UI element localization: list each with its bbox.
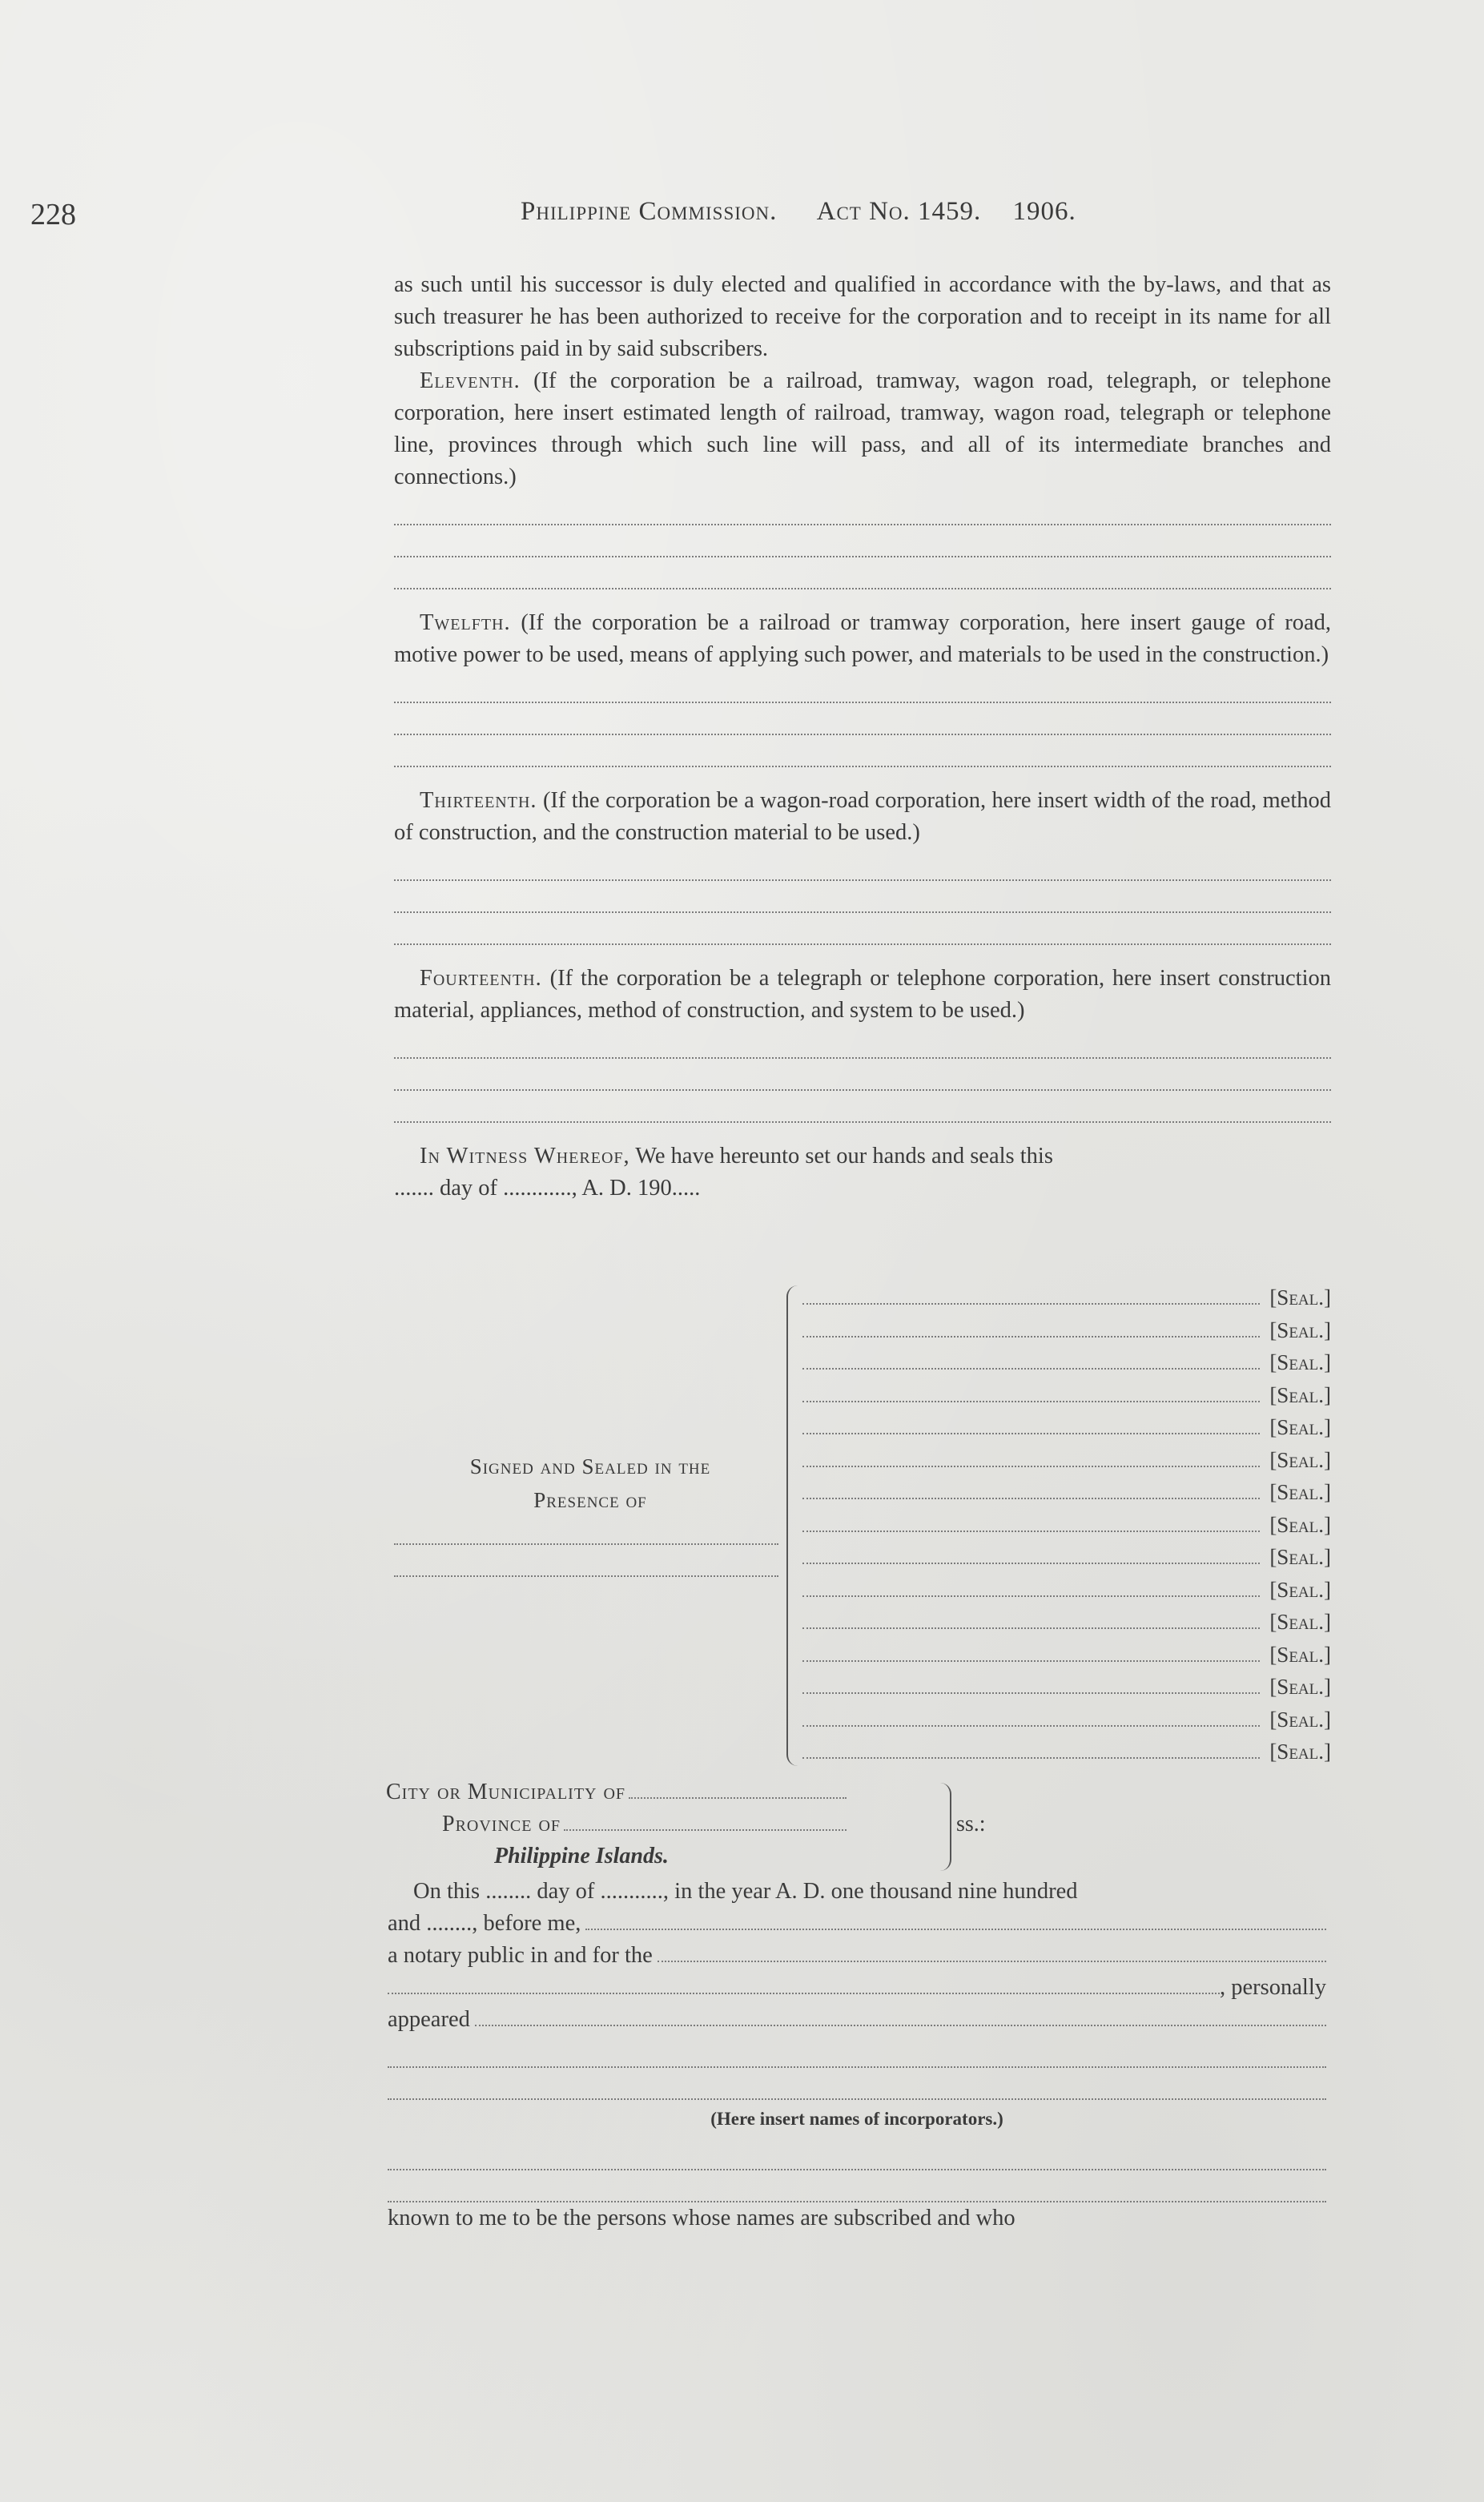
body-column — [394, 269, 1331, 1205]
seal-line — [802, 1448, 1331, 1481]
seal-label: [Seal.] — [1269, 1415, 1331, 1439]
seal-line — [802, 1513, 1331, 1546]
notary-line3-text: a notary public in and for the — [388, 1943, 653, 1968]
paragraph-treasurer: as such until his successor is duly elected and qualified in accordance with the by-laws, and that as such treasurer he has been authorized to receive for the corporation and to receipt in its name for all subscriptions paid in by said subscribers. — [394, 272, 1331, 361]
header-year: 1906. — [1012, 197, 1076, 226]
paragraph-twelfth — [394, 607, 1331, 671]
blank-line — [394, 1027, 1331, 1059]
blank-line — [394, 735, 1331, 767]
seal-line — [802, 1545, 1331, 1578]
blank-line — [394, 493, 1331, 525]
blank-line — [388, 2068, 1326, 2100]
twelfth-heading: Twelfth. — [420, 610, 511, 635]
seal-line — [802, 1578, 1331, 1611]
seal-label: [Seal.] — [1269, 1317, 1331, 1342]
seal-label: [Seal.] — [1269, 1382, 1331, 1407]
seal-label: [Seal.] — [1269, 1577, 1331, 1602]
paragraph-eleventh — [394, 365, 1331, 493]
seal-label: [Seal.] — [1269, 1740, 1331, 1764]
paragraph-thirteenth — [394, 785, 1331, 849]
paragraph-witness — [394, 1140, 1331, 1173]
seal-line — [802, 1383, 1331, 1416]
witness-signature-line — [394, 1543, 778, 1545]
page-number: 228 — [30, 198, 76, 231]
blank-line — [394, 913, 1331, 945]
witness-label-line2: Presence of — [533, 1488, 647, 1512]
witness-label-line1: Signed and Sealed in the — [469, 1454, 711, 1478]
running-header — [521, 197, 1076, 227]
seal-line — [802, 1415, 1331, 1448]
seal-label: [Seal.] — [1269, 1285, 1331, 1309]
witness-date-line — [394, 1173, 1331, 1205]
witness-heading: In Witness Whereof, — [420, 1144, 630, 1169]
paragraph-fourteenth — [394, 963, 1331, 1027]
blank-line — [394, 1091, 1331, 1123]
notary-line2-text: and ........, before me, — [388, 1911, 581, 1936]
seal-line — [802, 1708, 1331, 1740]
notary-line5 — [388, 2004, 1326, 2036]
venue-province-label: Province of — [442, 1812, 561, 1836]
fourteenth-heading: Fourteenth. — [420, 966, 542, 991]
witness-day: ....... day of — [394, 1176, 498, 1201]
seal-label: [Seal.] — [1269, 1707, 1331, 1732]
venue-block — [386, 1776, 986, 1872]
eleventh-heading: Eleventh. — [420, 368, 521, 393]
notary-appeared: appeared — [388, 2007, 470, 2032]
thirteenth-text: (If the corporation be a wagon-road corporation, here insert width of the road, method of construction, and the construction material to be used.) — [394, 788, 1332, 845]
fourteenth-text: (If the corporation be a telegraph or telephone corporation, here insert construction material, appliances, method of construction, and system to be used.) — [394, 966, 1332, 1023]
seal-label: [Seal.] — [1269, 1512, 1331, 1537]
signature-brace — [786, 1285, 802, 1766]
blank-line — [394, 525, 1331, 557]
blank-line — [388, 2036, 1326, 2068]
witness-label — [410, 1450, 770, 1517]
blank-line — [388, 2170, 1326, 2202]
witness-signature-line — [394, 1575, 778, 1577]
seal-label: [Seal.] — [1269, 1675, 1331, 1699]
notary-line3 — [388, 1940, 1326, 1972]
twelfth-text: (If the corporation be a railroad or tramway corporation, here insert gauge of road, motive power to be used, means of applying such power, and materials to be used in the construction.) — [394, 610, 1332, 667]
eleventh-text: (If the corporation be a railroad, tramway, wagon road, telegraph, or telephone corporation, here insert estimated length of railroad, tramway, wagon road, telegraph or telephone line, provinces through which such line will pass, and all of its intermediate branches and connections.) — [394, 368, 1331, 489]
notary-line4 — [388, 1972, 1326, 2004]
notary-last-line: known to me to be the persons whose names are subscribed and who — [388, 2206, 1015, 2230]
blank-line — [388, 2138, 1326, 2170]
notary-block — [388, 1876, 1326, 2235]
seal-line — [802, 1643, 1331, 1675]
seal-label: [Seal.] — [1269, 1545, 1331, 1569]
seal-label: [Seal.] — [1269, 1480, 1331, 1504]
venue-province — [442, 1808, 847, 1840]
seal-label: [Seal.] — [1269, 1350, 1331, 1374]
blank-line — [394, 849, 1331, 881]
notary-line2 — [388, 1908, 1326, 1940]
seal-line — [802, 1285, 1331, 1318]
seal-line — [802, 1350, 1331, 1383]
seal-label: [Seal.] — [1269, 1610, 1331, 1634]
venue-city-label: City or Municipality of — [386, 1780, 626, 1804]
seal-line — [802, 1610, 1331, 1643]
venue-ss: ss.: — [956, 1812, 986, 1836]
blank-line — [394, 1059, 1331, 1091]
seal-line — [802, 1675, 1331, 1708]
seal-line — [802, 1740, 1331, 1772]
notary-line1: On this ........ day of ..........., in the year A. D. one thousand nine hundred — [413, 1879, 1078, 1904]
seal-line — [802, 1318, 1331, 1351]
blank-line — [394, 881, 1331, 913]
blank-line — [394, 703, 1331, 735]
header-title: Philippine Commission. — [521, 197, 778, 226]
signature-block — [394, 1285, 1331, 1766]
seal-label: [Seal.] — [1269, 1447, 1331, 1472]
thirteenth-heading: Thirteenth. — [420, 788, 537, 813]
venue-city — [386, 1776, 847, 1808]
header-act: Act No. 1459. — [816, 197, 982, 226]
seal-line — [802, 1480, 1331, 1513]
witness-year: ............, A. D. 190..... — [503, 1176, 701, 1201]
venue-brace — [939, 1783, 951, 1871]
blank-line — [394, 671, 1331, 703]
venue-country: Philippine Islands. — [494, 1844, 669, 1868]
witness-text: We have hereunto set our hands and seals this — [635, 1144, 1053, 1169]
blank-line — [394, 557, 1331, 589]
insert-names-note: (Here insert names of incorporators.) — [710, 2109, 1003, 2129]
seal-lines — [802, 1285, 1331, 1772]
seal-label: [Seal.] — [1269, 1642, 1331, 1667]
notary-personally: , personally — [1220, 1975, 1326, 2000]
